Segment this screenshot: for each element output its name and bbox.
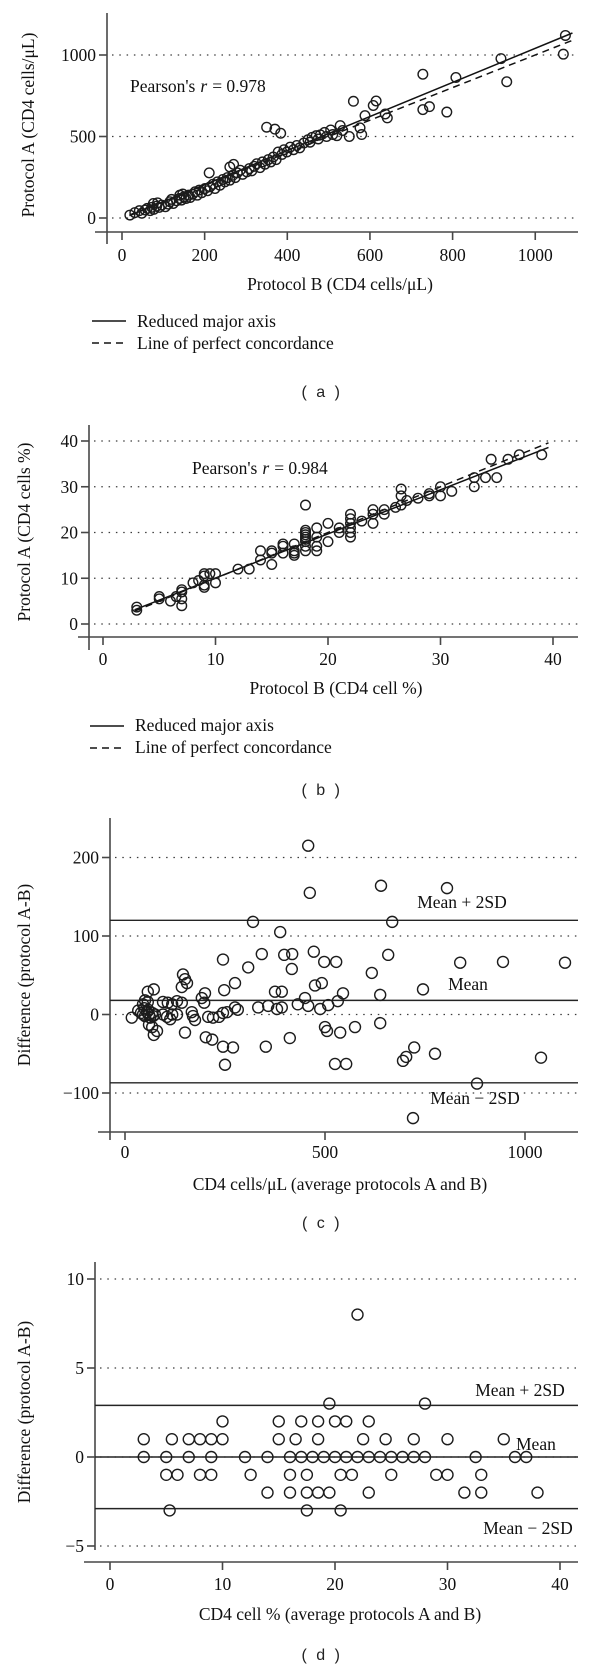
data-point [289,548,299,558]
x-tick-label: 0 [117,245,127,265]
mean-plus-2sd-label: Mean + 2SD [417,892,507,912]
data-point [207,1034,218,1045]
data-point [486,455,496,465]
data-point [273,1434,284,1445]
data-point [256,949,267,960]
panel-b-caption: ( b ) [301,782,343,799]
legend-solid-label: Reduced major axis [135,715,274,735]
data-point [357,130,367,140]
y-tick-label: −5 [65,1536,84,1556]
data-point [256,546,266,556]
data-point [230,1002,241,1013]
data-point [138,1434,149,1445]
data-point [330,1416,341,1427]
data-point [409,1042,420,1053]
panel-b-y-axis-title: Protocol A (CD4 cells %) [14,442,34,622]
panel-d-caption: ( d ) [301,1647,343,1664]
data-point [232,1004,243,1015]
y-tick-label: 10 [66,1269,84,1289]
x-tick-label: 200 [191,245,218,265]
data-point [248,916,259,927]
data-point [217,1416,228,1427]
data-point [195,1469,206,1480]
x-tick-label: 0 [98,649,108,669]
data-point [396,484,406,494]
panel-c-plot [63,818,578,1162]
x-tick-label: 30 [431,649,450,669]
mean-label: Mean [516,1434,556,1454]
data-point [308,946,319,957]
data-point [459,1487,470,1498]
data-point [244,564,254,574]
data-point [219,985,230,996]
data-point [408,1113,419,1124]
x-tick-label: 1000 [507,1142,543,1162]
y-tick-label: 5 [75,1358,84,1378]
x-tick-label: 600 [356,245,384,265]
data-point [253,1002,264,1013]
x-tick-label: 500 [311,1142,339,1162]
data-point [330,1058,341,1069]
data-point [442,107,452,117]
data-point [166,1434,177,1445]
data-point [267,546,277,556]
data-point [172,1469,183,1480]
legend-solid-label: Reduced major axis [137,311,276,331]
data-point [363,1487,374,1498]
data-point [313,1434,324,1445]
data-point [276,986,287,997]
data-point [220,1059,231,1070]
panel-b-x-axis-title: Protocol B (CD4 cell %) [249,678,423,698]
y-tick-label: 0 [87,208,96,228]
data-point [349,96,359,106]
data-point [290,1434,301,1445]
mean-plus-2sd-label: Mean + 2SD [475,1380,565,1400]
data-point [341,1058,352,1069]
x-tick-label: 10 [206,649,225,669]
data-point [284,1033,295,1044]
data-point [303,840,314,851]
y-tick-label: 30 [60,476,78,497]
data-point [324,1398,335,1409]
x-tick-label: 0 [120,1142,130,1162]
data-point [476,1469,487,1480]
data-point [338,988,349,999]
data-point [206,1434,217,1445]
data-point [355,123,365,133]
panel-a-x-axis-title: Protocol B (CD4 cells/μL) [247,274,433,294]
data-point [431,1469,442,1480]
data-point [183,1434,194,1445]
data-point [312,523,322,533]
data-point [560,957,571,968]
panel-c-x-axis-title: CD4 cells/μL (average protocols A and B) [192,1174,488,1194]
data-point [323,519,333,529]
x-tick-label: 20 [319,649,337,669]
data-point [335,1505,346,1516]
y-tick-label: 0 [90,1004,99,1025]
data-point [180,1027,191,1038]
y-tick-label: 100 [72,926,99,946]
data-point [387,916,398,927]
x-tick-label: 40 [551,1574,569,1594]
panel-a-y-axis-title: Protocol A (CD4 cells/μL) [18,32,38,218]
data-point [537,450,547,460]
data-point [164,1505,175,1516]
plots-layer [61,13,579,1594]
data-point [352,1309,363,1320]
data-point [335,1469,346,1480]
data-point [275,927,286,938]
y-tick-label: 200 [72,847,99,868]
legend-dashed-label: Line of perfect concordance [135,737,332,757]
data-point [335,1027,346,1038]
data-point [332,996,343,1007]
y-tick-label: 1000 [61,45,96,65]
x-tick-label: 400 [274,245,301,265]
data-point [322,1025,333,1036]
data-point [310,980,321,991]
y-tick-label: 10 [60,568,78,589]
data-point [375,1018,386,1029]
y-tick-label: 20 [60,522,78,543]
panel-d-y-axis-title: Difference (protocol A-B) [14,1320,34,1504]
data-point [267,560,277,570]
data-point [376,880,387,891]
x-tick-label: 20 [326,1574,344,1594]
data-point [442,1434,453,1445]
x-tick-label: 1000 [517,245,553,265]
data-point [260,1041,271,1052]
data-point [205,569,215,579]
data-point [211,569,221,579]
y-tick-label: 0 [75,1447,84,1467]
data-point [408,1434,419,1445]
data-point [301,1487,312,1498]
data-point [199,583,209,593]
data-point [278,539,288,549]
data-point [430,1048,441,1059]
data-point [218,954,229,965]
panel-d-x-axis-title: CD4 cell % (average protocols A and B) [198,1604,482,1624]
panel-d-plot [65,1262,578,1594]
data-point [245,1469,256,1480]
data-point [358,1434,369,1445]
data-point [243,962,254,973]
data-point [383,949,394,960]
data-point [324,1487,335,1498]
data-point [559,49,569,59]
data-point [278,541,288,551]
data-point [331,956,342,967]
data-point [262,1487,273,1498]
y-tick-label: −100 [62,1083,99,1103]
data-point [285,1487,296,1498]
data-point [350,1022,361,1033]
mean-minus-2sd-label: Mean − 2SD [483,1518,573,1538]
data-point [368,519,378,529]
data-point [217,1434,228,1445]
x-tick-label: 30 [438,1574,457,1594]
data-point [366,967,377,978]
panel-a-pearson-annotation: Pearson's r = 0.978 [130,76,266,96]
data-point [316,978,327,989]
y-tick-label: 500 [69,126,96,147]
data-point [346,1469,357,1480]
panel-a-caption: ( a ) [301,384,343,401]
x-tick-label: 800 [439,245,466,265]
data-point [363,1416,374,1427]
data-point [200,1032,211,1043]
data-point [206,1469,217,1480]
data-point [418,984,429,995]
data-point [230,978,241,989]
data-point [380,1434,391,1445]
data-point [301,500,311,510]
panel-c-caption: ( c ) [301,1215,343,1232]
data-point [161,1469,172,1480]
data-point [301,1505,312,1516]
panel-c-y-axis-title: Difference (protocol A-B) [14,883,34,1067]
data-point [418,69,428,79]
data-point [304,887,315,898]
data-point [286,963,297,974]
data-point [313,1487,324,1498]
data-point [375,989,386,1000]
data-point [492,473,502,483]
data-point [481,473,491,483]
data-point [287,949,298,960]
data-point [285,1469,296,1480]
data-point [532,1487,543,1498]
data-point [447,487,457,497]
mean-label: Mean [448,974,488,994]
data-point [199,569,209,579]
data-point [502,77,512,87]
data-point [204,168,214,178]
data-point [442,1469,453,1480]
data-point [476,1487,487,1498]
data-point [211,578,221,588]
data-point [195,1434,206,1445]
panel-b-pearson-annotation: Pearson's r = 0.984 [192,458,328,478]
data-point [436,491,446,501]
data-point [536,1052,547,1063]
mean-minus-2sd-label: Mean − 2SD [430,1088,520,1108]
legend-dashed-label: Line of perfect concordance [137,333,334,353]
panel-a-plot [61,13,578,265]
x-tick-label: 0 [105,1574,115,1594]
data-point [319,956,330,967]
data-point [420,1398,431,1409]
data-point [296,1416,307,1427]
data-point [498,1434,509,1445]
data-point [341,1416,352,1427]
y-tick-label: 0 [69,614,78,634]
data-point [301,1469,312,1480]
data-point [323,537,333,547]
y-tick-label: 40 [60,431,78,451]
data-point [386,1469,397,1480]
data-point [498,956,509,967]
data-point [455,957,466,968]
x-tick-label: 40 [544,649,562,669]
data-point [313,1416,324,1427]
x-tick-label: 10 [213,1574,232,1594]
data-point [273,1416,284,1427]
